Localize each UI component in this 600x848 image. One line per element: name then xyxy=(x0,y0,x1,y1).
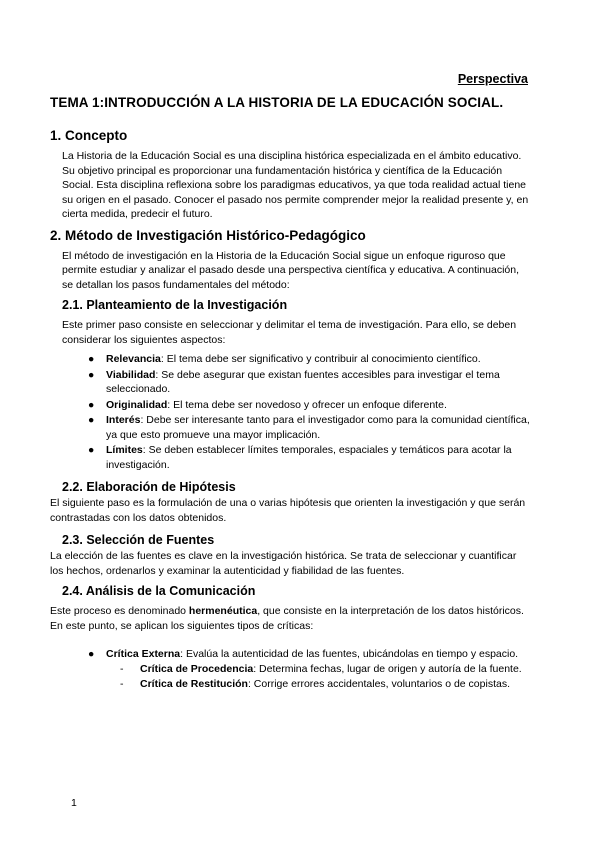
dash-icon: - xyxy=(120,662,124,675)
dash-icon: - xyxy=(120,678,124,690)
subsection-heading: 2.2. Elaboración de Hipótesis xyxy=(62,480,236,494)
list-item: ● Crítica Externa: Evalúa la autenticidad de las fuentes, ubicándolas en tiempo y espacio. - Crítica de Procedencia: Determina fechas, lugar de origen y autoría de la fuente. - Crítica de Restitución: Corrige errores accidentales, voluntarios o de copistas. xyxy=(106,647,530,692)
section-metodo xyxy=(50,228,530,293)
bullet-icon: ● xyxy=(88,444,95,456)
criticas-list xyxy=(62,647,530,692)
aspects-list xyxy=(62,352,530,472)
subsection-paragraph: El siguiente paso es la formulación de una o varias hipótesis que orienten la investigación y que serán contrastadas con los datos obtenidos. xyxy=(50,497,526,524)
bullet-icon: ● xyxy=(88,368,95,381)
header-label: Perspectiva xyxy=(457,72,528,86)
section-heading: 1. Concepto xyxy=(50,128,128,143)
document-body xyxy=(50,128,530,693)
list-item: ● Relevancia: El tema debe ser significativo y contribuir al conocimiento científico. xyxy=(88,353,481,365)
list-item: - Crítica de Procedencia: Determina fechas, lugar de origen y autoría de la fuente. xyxy=(120,662,522,675)
list-item: ● Interés: Debe ser interesante tanto para el investigador como para la comunidad científica, ya que esto promueve una mayor implicación. xyxy=(88,414,530,441)
page-title: TEMA 1:INTRODUCCIÓN A LA HISTORIA DE LA EDUCACIÓN SOCIAL. xyxy=(50,95,504,110)
subsection-planteamiento xyxy=(50,298,530,472)
bullet-icon: ● xyxy=(88,414,95,426)
section-paragraph: La Historia de la Educación Social es una disciplina histórica especializada en el ámbito educativo. Su objetivo principal es proporcionar una fundamentación histórica y científica de la Educación Social. Esta disciplina reflexiona sobre los paradigmas educativos, ya que toda realidad actual tiene su origen en el pasado. Conocer el pasado nos permite comprender mejor la realidad presente y, en cierta medida, predecir el futuro. xyxy=(62,150,529,220)
subsection-paragraph: La elección de las fuentes es clave en la investigación histórica. Se trata de seleccionar y cuantificar los hechos, ordenarlos y examinar la autenticidad y fiabilidad de las fuentes. xyxy=(50,550,517,577)
subsection-comunicacion xyxy=(50,584,530,692)
subsection-hipotesis xyxy=(50,480,530,525)
subsection-paragraph: Este primer paso consiste en seleccionar y delimitar el tema de investigación. Para ello, se deben considerar los siguientes aspectos: xyxy=(62,319,517,346)
subsection-paragraph: Este proceso es denominado hermenéutica, que consiste en la interpretación de los datos históricos. En este punto, se aplican los siguientes tipos de críticas: xyxy=(50,605,524,632)
list-item: ● Límites: Se deben establecer límites temporales, espaciales y temáticos para acotar la investigación. xyxy=(88,444,512,471)
list-item: ● Originalidad: El tema debe ser novedoso y ofrecer un enfoque diferente. xyxy=(88,398,447,411)
bullet-icon: ● xyxy=(88,648,95,660)
bullet-icon: ● xyxy=(88,398,95,411)
subsection-heading: 2.1. Planteamiento de la Investigación xyxy=(62,298,288,312)
section-concepto xyxy=(50,128,530,222)
sub-criticas-list xyxy=(106,662,530,692)
bullet-icon: ● xyxy=(88,353,95,365)
subsection-heading: 2.3. Selección de Fuentes xyxy=(62,533,215,547)
section-heading: 2. Método de Investigación Histórico-Pedagógico xyxy=(50,227,366,243)
page-number: 1 xyxy=(71,797,77,809)
subsection-heading: 2.4. Análisis de la Comunicación xyxy=(62,584,256,598)
list-item: ● Viabilidad: Se debe asegurar que existan fuentes accesibles para investigar el tema seleccionado. xyxy=(88,368,500,395)
section-paragraph: El método de investigación en la Historia de la Educación Social sigue un enfoque riguroso que permite estudiar y analizar el pasado desde una perspectiva científica y educativa. A continuación, se detallan los pasos fundamentales del método: xyxy=(62,249,520,291)
list-item: - Crítica de Restitución: Corrige errores accidentales, voluntarios o de copistas. xyxy=(120,678,510,690)
subsection-fuentes xyxy=(50,533,530,578)
